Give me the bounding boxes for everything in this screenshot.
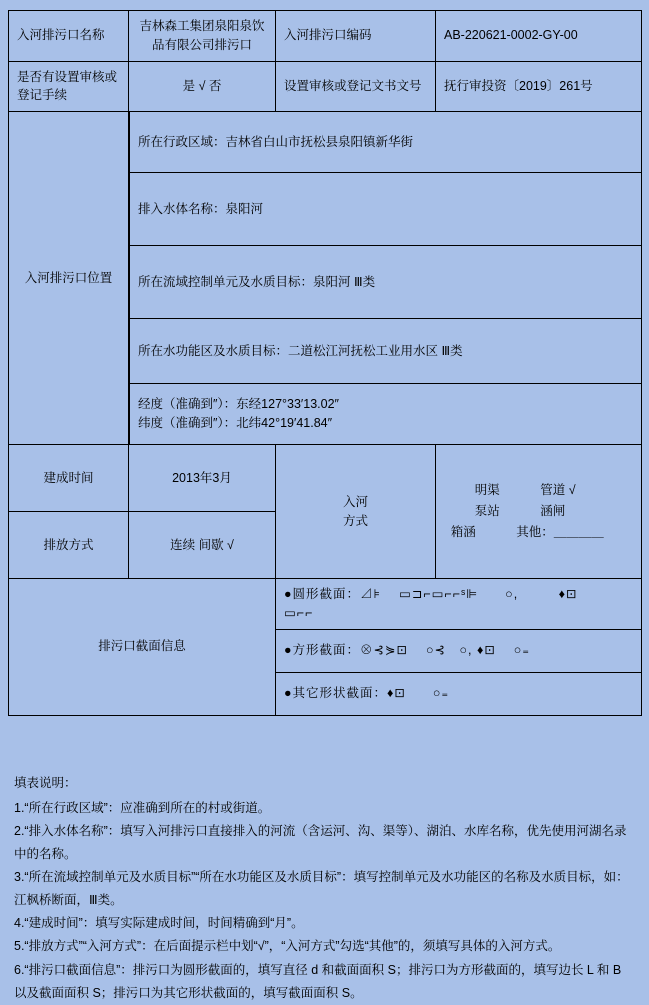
- latitude-line: 纬度（准确到″）：北纬42°19′41.84″: [138, 416, 333, 430]
- note-item-2: 2.“排入水体名称”：填写入河排污口直接排入的河流（含运河、沟、渠等）、湖泊、水库名称，优先使用河湖名录中的名称。: [14, 823, 627, 861]
- location-subtable: [129, 112, 641, 444]
- built-time-label: 建成时间: [9, 445, 129, 512]
- list-item: [130, 173, 642, 246]
- table-row: [9, 112, 642, 445]
- inflow-option-culvert-gate: 涵闸: [540, 503, 566, 518]
- list-item: [130, 246, 642, 319]
- inflow-options-row: [444, 501, 633, 522]
- inflow-option-pipeline: 管道 √: [540, 482, 576, 497]
- outlet-name-value: 吉林森工集团泉阳泉饮品有限公司排污口: [129, 11, 276, 62]
- built-time-value: 2013年3月: [129, 445, 276, 512]
- inflow-option-pump-station: 泵站: [474, 503, 500, 518]
- discharge-mode-label: 排放方式: [9, 512, 129, 579]
- note-item-3: 3.“所在流域控制单元及水质目标”“所在水功能区及水质目标”：填写控制单元及水功能区的名称及水质目标，如：江枫桥断面，Ⅲ类。: [14, 870, 629, 908]
- note-item-1: 1.“所在行政区域”：应准确到所在的村或街道。: [14, 800, 271, 815]
- inflow-mode-label-line1: 入河: [342, 494, 368, 509]
- other-section-row: ●其它形状截面：♦⊡ ○₌: [276, 672, 641, 715]
- note-item-5: 5.“排放方式”“入河方式”：在后面提示栏中划“√”，“入河方式”勾选“其他”的，须填写具体的入河方式。: [14, 939, 561, 954]
- inflow-options-row: [444, 480, 633, 501]
- list-item: [130, 384, 642, 445]
- table-row: [9, 445, 642, 512]
- control-unit-row: 所在流域控制单元及水质目标：泉阳河 Ⅲ类: [130, 246, 642, 319]
- notes-title: 填表说明：: [14, 775, 77, 790]
- table-row: [9, 579, 642, 716]
- coordinates-row: [130, 384, 642, 445]
- section-info-label: 排污口截面信息: [9, 579, 276, 716]
- form-notes: [8, 772, 641, 1005]
- inflow-option-open-channel: 明渠: [474, 482, 500, 497]
- receiving-water-row: 排入水体名称：泉阳河: [130, 173, 642, 246]
- inflow-mode-label-line2: 方式: [342, 513, 368, 528]
- note-item-4: 4.“建成时间”：填写实际建成时间，时间精确到“月”。: [14, 916, 304, 931]
- section-info-subtable: [276, 579, 641, 715]
- location-label: 入河排污口位置: [9, 112, 129, 445]
- outlet-name-label: 入河排污口名称: [9, 11, 129, 62]
- water-function-zone-row: 所在水功能区及水质目标：二道松江河抚松工业用水区 Ⅲ类: [130, 319, 642, 384]
- table-row: [9, 61, 642, 112]
- admin-region-row: 所在行政区域：吉林省白山市抚松县泉阳镇新华街: [130, 112, 642, 173]
- section-info-cell: [276, 579, 642, 716]
- list-item: [130, 112, 642, 173]
- outlet-registration-form: [8, 10, 642, 716]
- outlet-code-label: 入河排污口编码: [276, 11, 436, 62]
- longitude-line: 经度（准确到″）：东经127°33′13.02″: [138, 397, 339, 412]
- location-detail-cell: [129, 112, 642, 445]
- circular-section-row: ●圆形截面：⊿⊧ ▭⊐⌐▭⌐⌐ˢ⊫ ○, ♦⊡ ▭⌐⌐: [276, 579, 641, 629]
- inflow-options-grid: [444, 480, 633, 544]
- approval-doc-label: 设置审核或登记文书文号: [276, 61, 436, 112]
- list-item: [276, 579, 641, 629]
- inflow-option-box-culvert: 箱涵: [450, 525, 476, 540]
- inflow-option-other: 其他：＿＿＿＿: [516, 525, 604, 540]
- approval-doc-value: 抚行审投资〔2019〕261号: [436, 61, 642, 112]
- list-item: [276, 629, 641, 672]
- approval-value: 是 √ 否: [129, 61, 276, 112]
- list-item: [130, 319, 642, 384]
- inflow-options-row: [444, 522, 633, 543]
- discharge-mode-value: 连续 间歇 √: [129, 512, 276, 579]
- note-item-6: 6.“排污口截面信息”：排污口为圆形截面的，填写直径 d 和截面面积 S；排污口为方形截面的，填写边长 L 和 B 以及截面面积 S；排污口为其它形状截面的，填写截面面积 S。: [14, 962, 622, 1000]
- outlet-code-value: AB-220621-0002-GY-00: [436, 11, 642, 62]
- square-section-row: ●方形截面：⊗⊰⋟⊡ ○⊰ ○, ♦⊡ ○₌: [276, 629, 641, 672]
- inflow-mode-options: [436, 445, 642, 579]
- inflow-mode-label: [276, 445, 436, 579]
- table-row: [9, 11, 642, 62]
- list-item: [276, 672, 641, 715]
- approval-label: 是否有设置审核或登记手续: [9, 61, 129, 112]
